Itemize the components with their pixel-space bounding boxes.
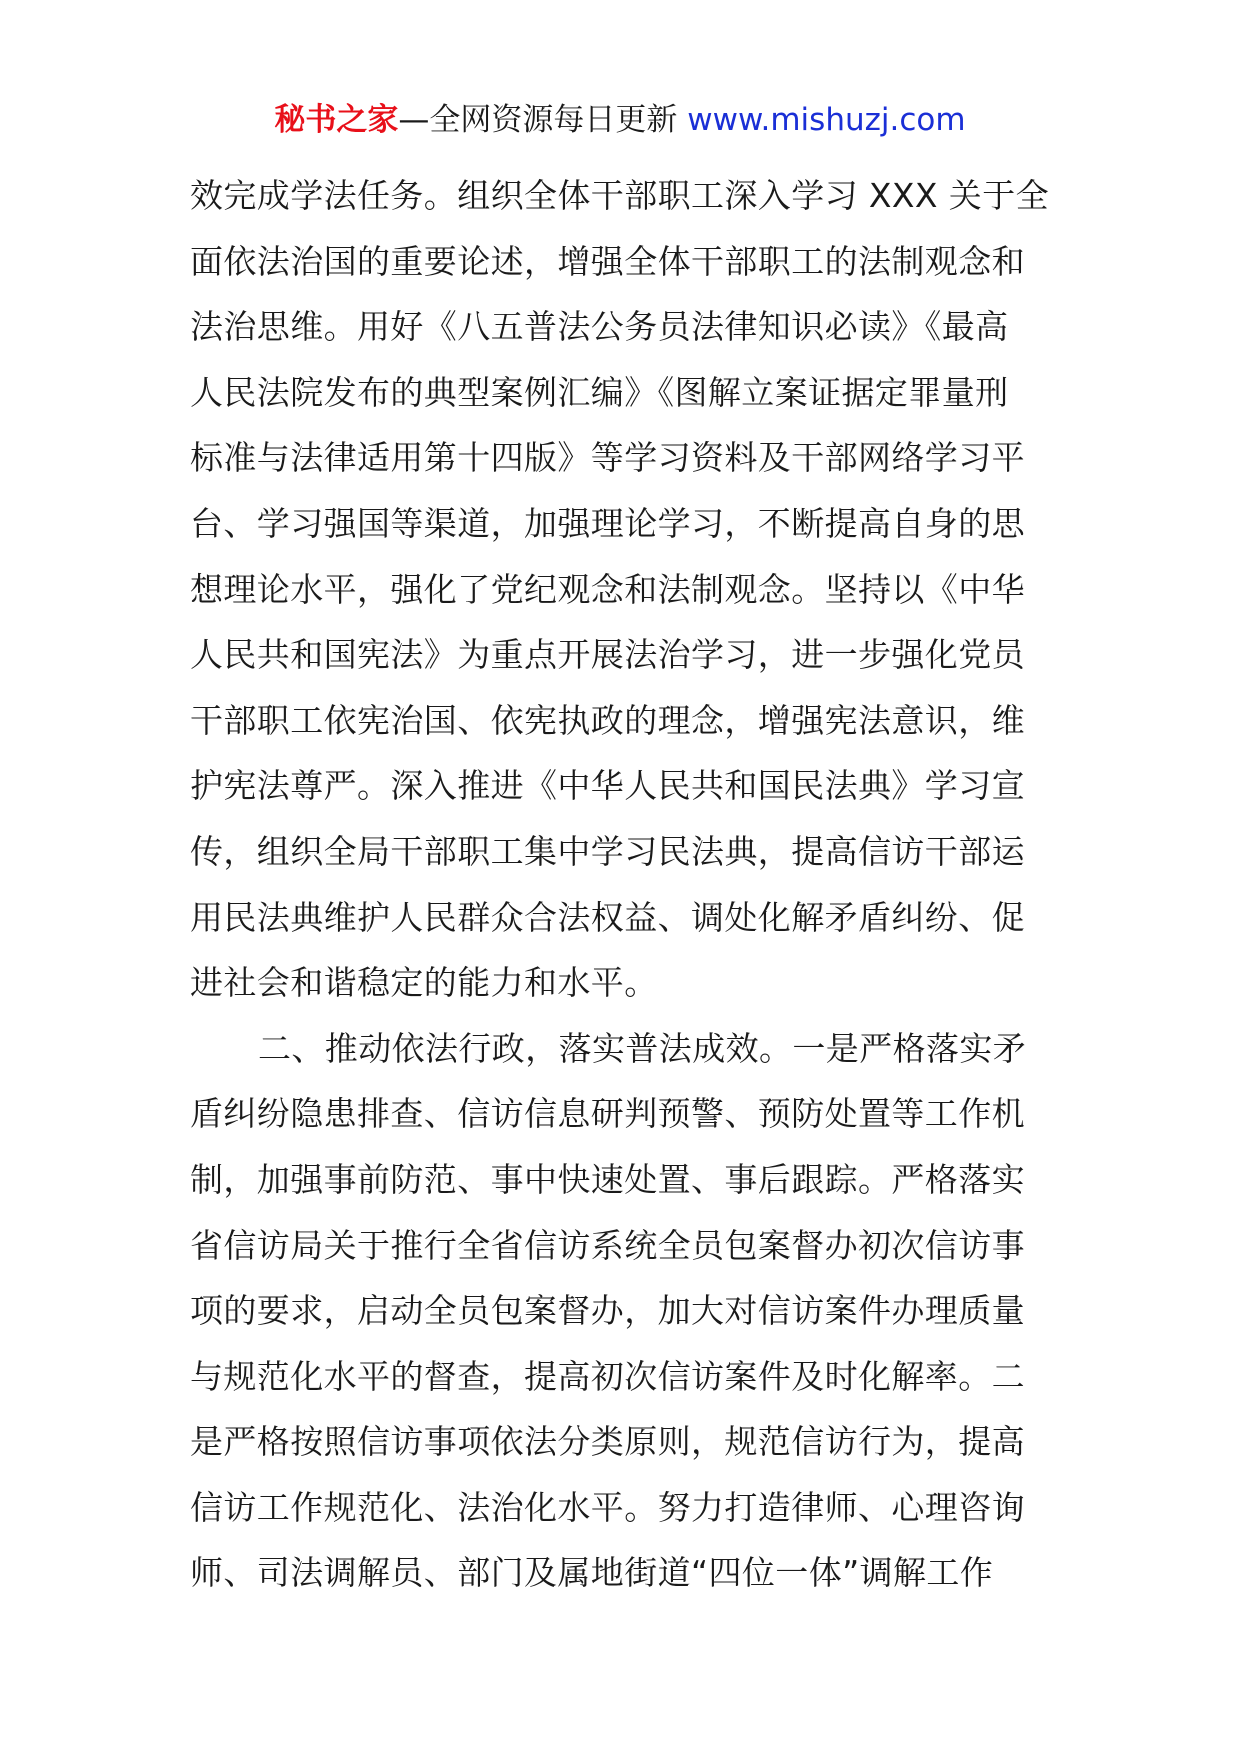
text-line: 想理论水平，强化了党纪观念和法制观念。坚持以《中华 — [190, 569, 1025, 609]
text-line: 标准与法律适用第十四版》等学习资料及干部网络学习平 — [190, 438, 1025, 478]
section-heading-line: 二、推动依法行政，落实普法成效。一是严格落实矛 — [258, 1028, 1027, 1068]
text-line: 干部职工依宪治国、依宪执政的理念，增强宪法意识，维 — [190, 700, 1025, 740]
text-line: 进社会和谐稳定的能力和水平。 — [190, 963, 658, 1003]
text-line: 盾纠纷隐患排查、信访信息研判预警、预防处置等工作机 — [190, 1094, 1025, 1134]
text-line: 与规范化水平的督查，提高初次信访案件及时化解率。二 — [190, 1356, 1025, 1396]
header-slogan: —全网资源每日更新 — [398, 102, 678, 138]
text-line: 效完成学法任务。组织全体干部职工深入学习 XXX 关于全 — [190, 176, 1050, 215]
text-line: 省信访局关于推行全省信访系统全员包案督办初次信访事 — [190, 1225, 1025, 1265]
text-line: 人民法院发布的典型案例汇编》《图解立案证据定罪量刑 — [190, 372, 1009, 412]
document-body — [190, 163, 1060, 1606]
header-brand: 秘书之家 — [274, 102, 399, 138]
text-line: 师、司法调解员、部门及属地街道“四位一体”调解工作 — [190, 1553, 994, 1593]
text-line: 面依法治国的重要论述，增强全体干部职工的法制观念和 — [190, 241, 1025, 281]
page-header — [0, 98, 1240, 142]
text-line: 信访工作规范化、法治化水平。努力打造律师、心理咨询 — [190, 1487, 1025, 1527]
header-url-link[interactable]: www.mishuzj.com — [687, 102, 966, 138]
text-line: 是严格按照信访事项依法分类原则，规范信访行为，提高 — [190, 1422, 1025, 1462]
text-line: 人民共和国宪法》为重点开展法治学习，进一步强化党员 — [190, 635, 1025, 675]
text-line: 制，加强事前防范、事中快速处置、事后跟踪。严格落实 — [190, 1159, 1025, 1199]
text-line: 用民法典维护人民群众合法权益、调处化解矛盾纠纷、促 — [190, 897, 1025, 937]
text-line: 项的要求，启动全员包案督办，加大对信访案件办理质量 — [190, 1291, 1025, 1331]
text-line: 护宪法尊严。深入推进《中华人民共和国民法典》学习宣 — [190, 766, 1025, 806]
text-line: 台、学习强国等渠道，加强理论学习，不断提高自身的思 — [190, 503, 1025, 543]
text-line: 法治思维。用好《八五普法公务员法律知识必读》《最高 — [190, 307, 1009, 347]
text-line: 传，组织全局干部职工集中学习民法典，提高信访干部运 — [190, 831, 1025, 871]
